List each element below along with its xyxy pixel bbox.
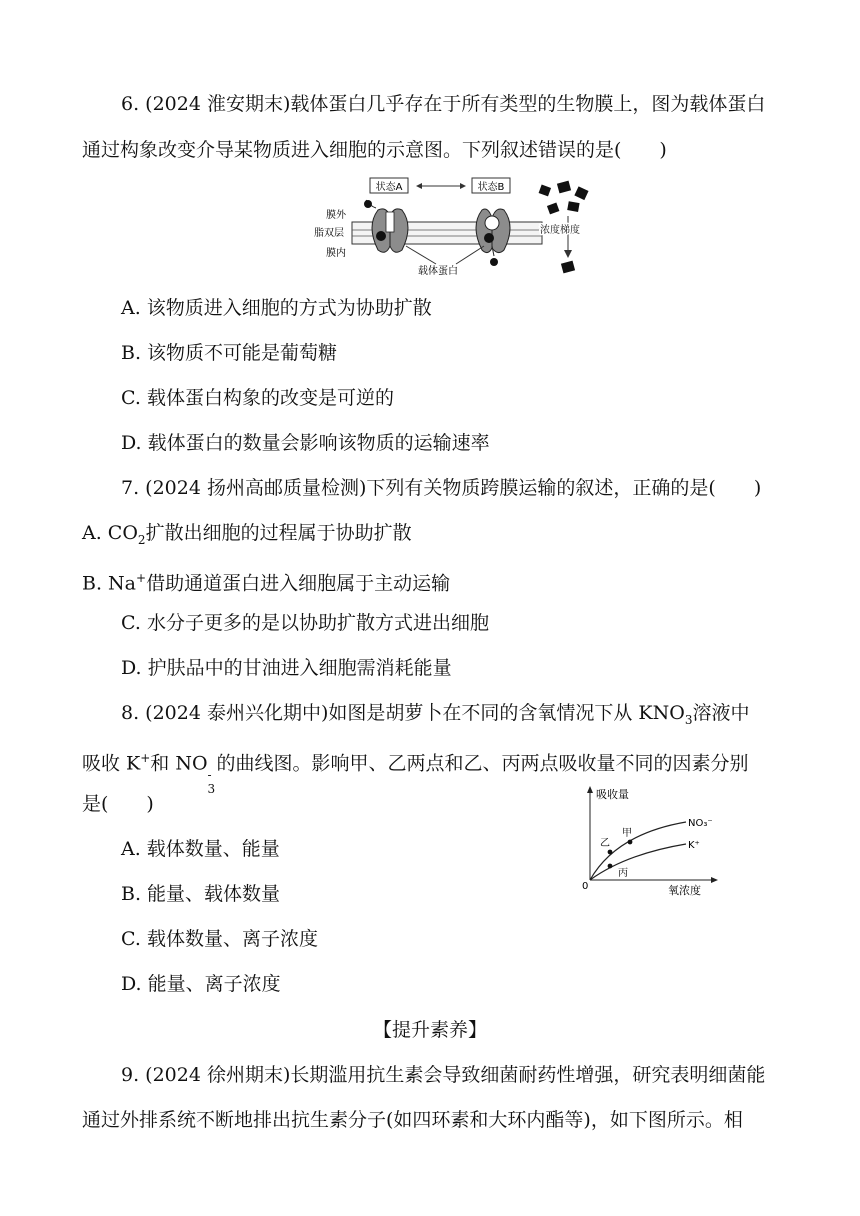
q7-option-d[interactable]: D. 护肤品中的甘油进入细胞需消耗能量: [121, 657, 452, 679]
q6-stem-line1: 6. (2024 淮安期末)载体蛋白几乎存在于所有类型的生物膜上，图为载体蛋白: [121, 93, 766, 115]
q6-option-a[interactable]: A. 该物质进入细胞的方式为协助扩散: [121, 297, 432, 319]
q6-stem-line2: [82, 138, 667, 162]
state-a-label: 状态A: [375, 182, 403, 193]
q8-option-d[interactable]: D. 能量、离子浓度: [121, 973, 281, 995]
outside-label: 膜外: [326, 210, 346, 221]
graph-x-label: 氧浓度: [668, 884, 701, 897]
q7-option-a[interactable]: A. $CO_2$扩散出细胞的过程属于协助扩散: [82, 522, 412, 547]
q6-carrier-protein-figure: [314, 176, 612, 280]
q7-close-paren: ): [753, 477, 762, 499]
carrier-protein-label: 载体蛋白: [418, 266, 458, 277]
q6-stem-text: 通过构象改变介导某物质进入细胞的示意图。下列叙述错误的是(: [82, 139, 622, 161]
q8-option-b[interactable]: B. 能量、载体数量: [121, 883, 281, 905]
point-bing-label: 丙: [618, 868, 628, 879]
bilayer-label: 脂双层: [314, 228, 344, 239]
q7-stem-text: 7. (2024 扬州高邮质量检测)下列有关物质跨膜运输的叙述，正确的是(: [121, 477, 716, 499]
q8-absorption-graph: [576, 784, 726, 898]
q7-option-b[interactable]: B. Na+借助通道蛋白进入细胞属于主动运输: [82, 571, 451, 595]
point-jia-label: 甲: [622, 828, 632, 839]
graph-origin: 0: [582, 881, 589, 892]
series-bottom-label: K⁺: [688, 840, 700, 851]
q6-option-c[interactable]: C. 载体蛋白构象的改变是可逆的: [121, 387, 394, 409]
q8-stem-line1: 8. (2024 泰州兴化期中)如图是胡萝卜在不同的含氧情况下从 $KNO_3$溶液中: [121, 702, 750, 727]
point-bing: [608, 864, 613, 869]
q6-option-d[interactable]: D. 载体蛋白的数量会影响该物质的运输速率: [121, 432, 490, 454]
q6-option-b[interactable]: B. 该物质不可能是葡萄糖: [121, 342, 338, 364]
q8-stem-line3: 是( ): [82, 793, 154, 815]
q7-option-c[interactable]: C. 水分子更多的是以协助扩散方式进出细胞: [121, 612, 489, 634]
q9-stem-line1: 9. (2024 徐州期末)长期滥用抗生素会导致细菌耐药性增强，研究表明细菌能: [121, 1064, 766, 1086]
section-heading: 【提升素养】: [372, 1019, 487, 1041]
inside-label: 膜内: [326, 248, 346, 259]
q6-close-paren: ): [659, 139, 667, 161]
state-b-label: 状态B: [477, 182, 505, 193]
q8-stem-line2: 吸收 K+和 NO - 3 的曲线图。影响甲、乙两点和乙、丙两点吸收量不同的因素分别: [82, 751, 749, 797]
point-jia: [628, 840, 633, 845]
graph-y-label: 吸收量: [596, 788, 629, 801]
q7-stem: [121, 476, 761, 500]
gradient-label: 浓度梯度: [540, 225, 580, 236]
q8-option-c[interactable]: C. 载体数量、离子浓度: [121, 928, 318, 950]
q8-close-paren: ): [146, 793, 154, 815]
q8-option-a[interactable]: A. 载体数量、能量: [121, 838, 280, 860]
point-yi-label: 乙: [600, 838, 610, 849]
point-yi: [608, 850, 613, 855]
series-top-label: NO₃⁻: [688, 818, 713, 829]
q9-stem-line2: 通过外排系统不断地排出抗生素分子(如四环素和大环内酯等)，如下图所示。相: [82, 1109, 743, 1131]
